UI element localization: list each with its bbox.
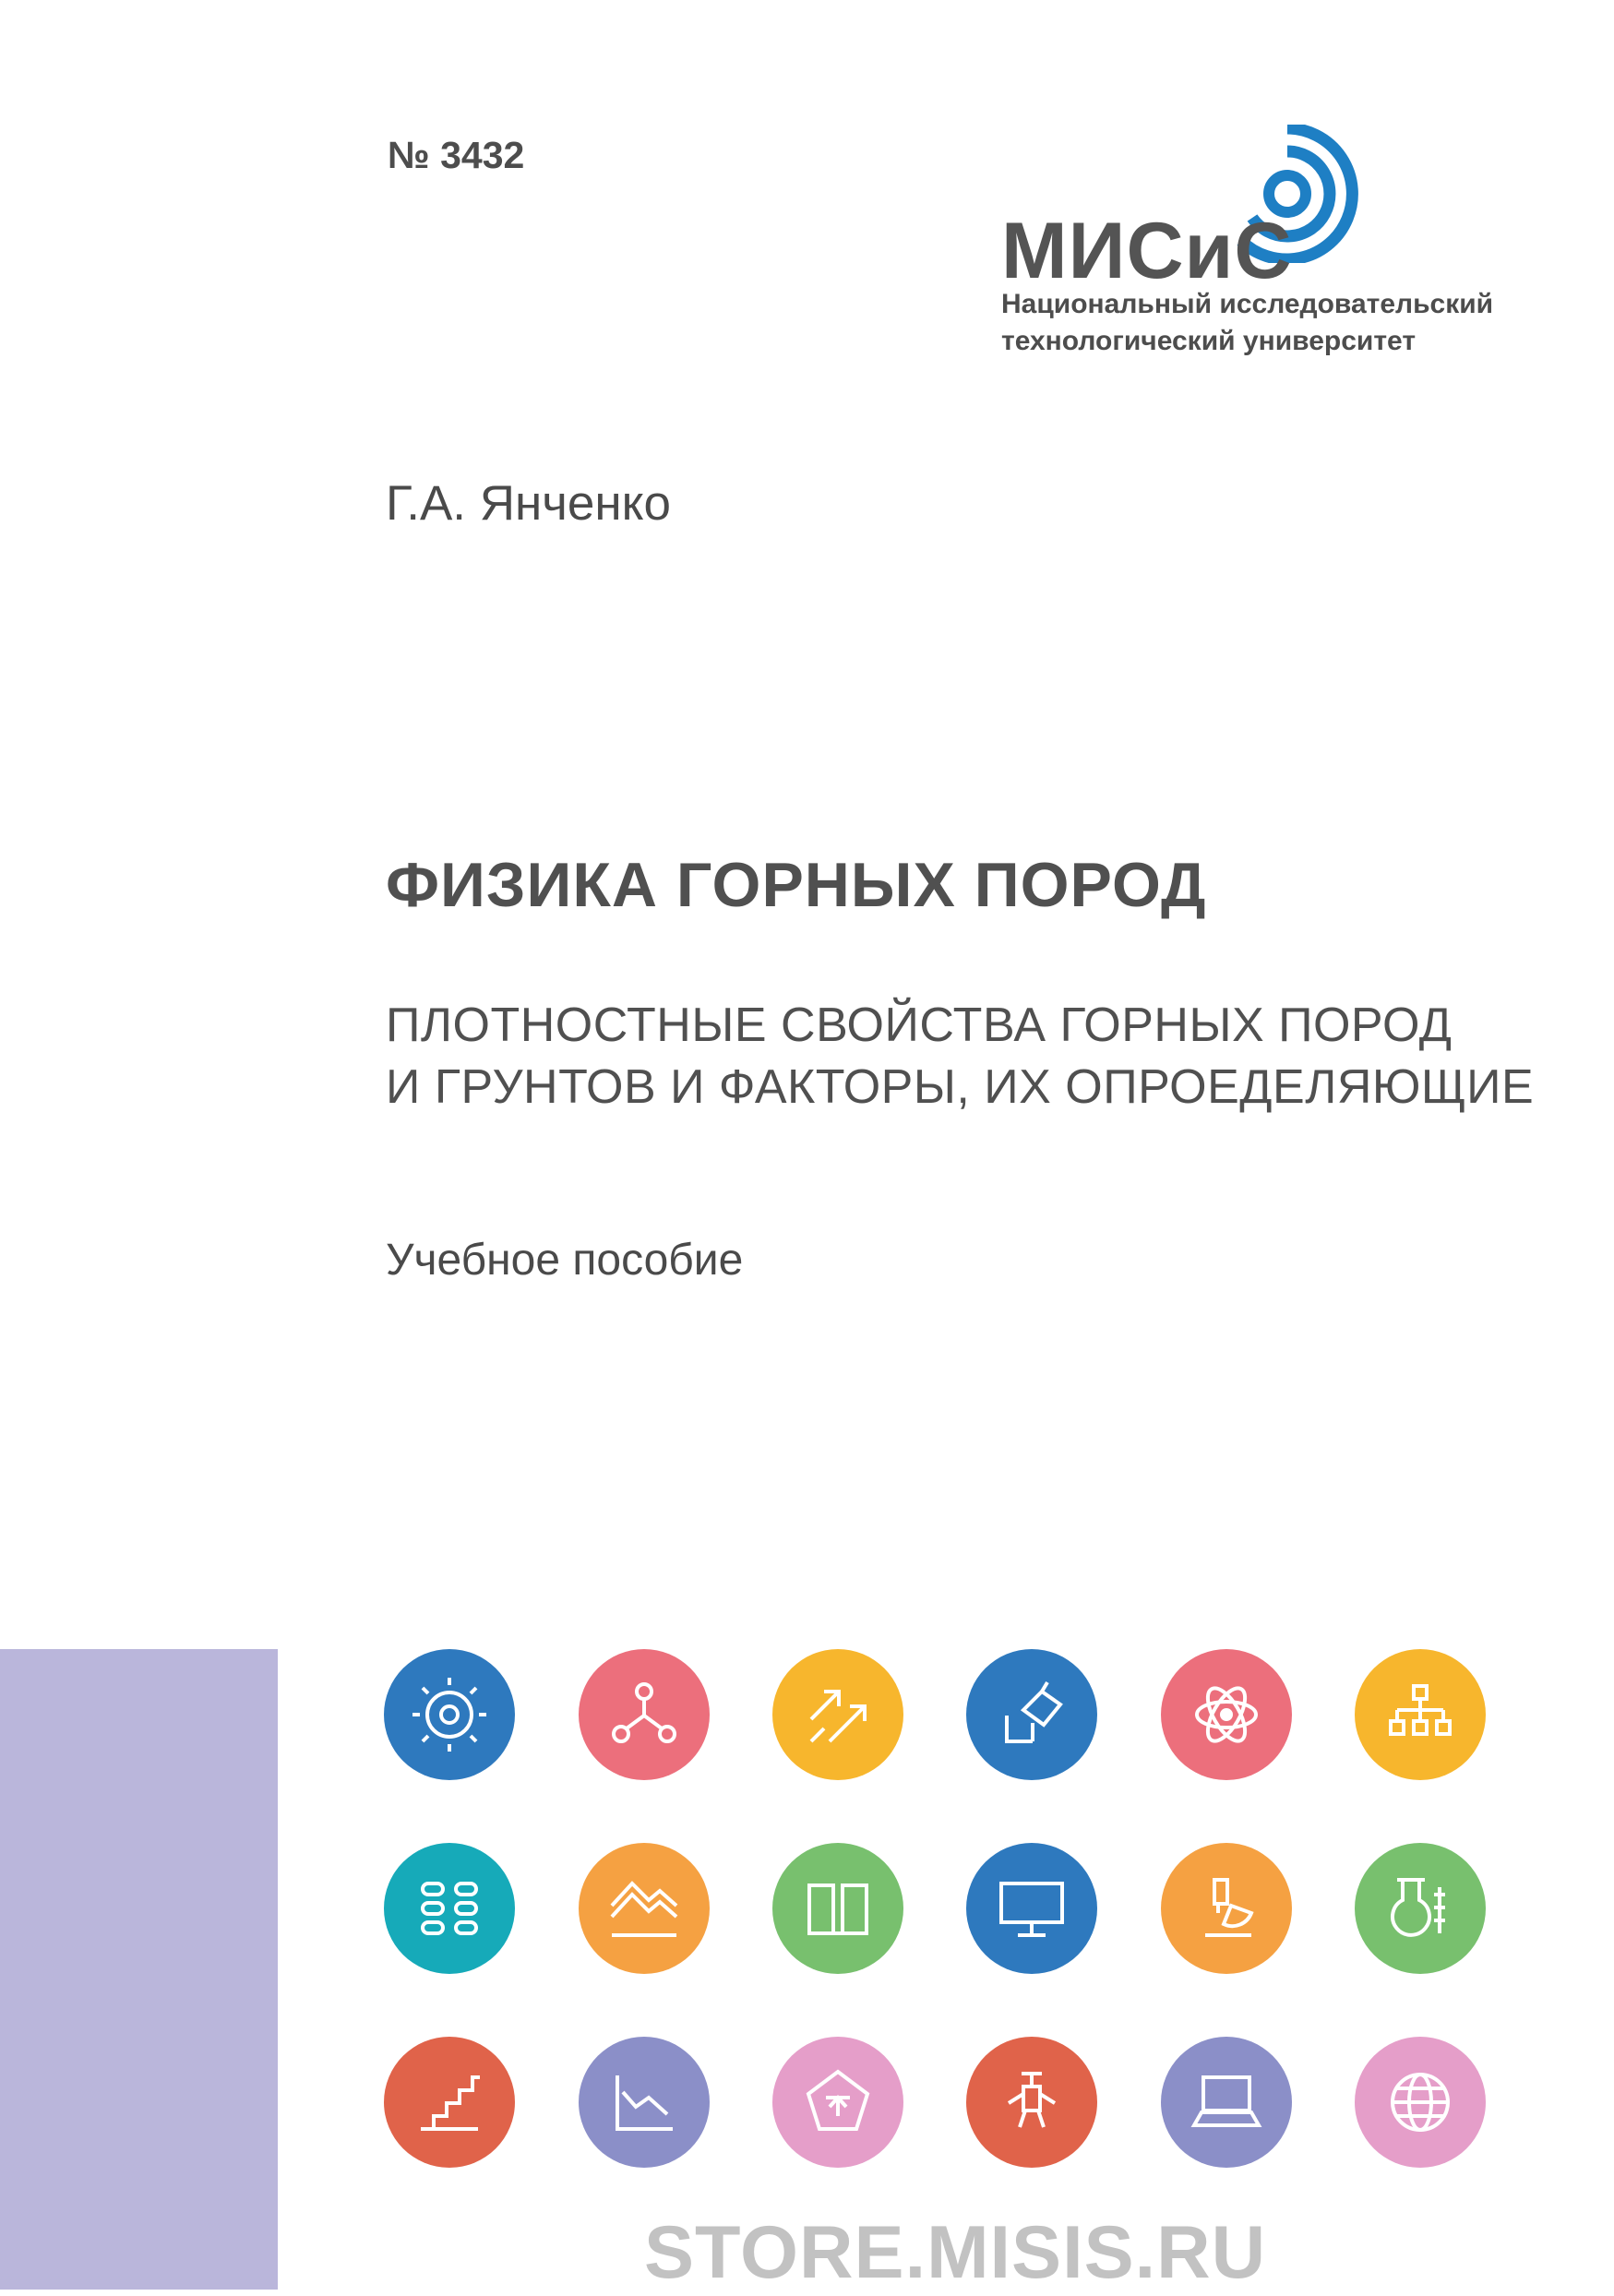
grid-icon [384,1843,515,1974]
book-subtitle [386,995,1534,1118]
book-icon [772,1843,903,1974]
subtitle-line1: ПЛОТНОСТНЫЕ СВОЙСТВА ГОРНЫХ ПОРОД [386,999,1453,1052]
microscope-icon [1161,1843,1292,1974]
monitor-icon [966,1843,1097,1974]
laptop-icon [1161,2037,1292,2168]
logo-subtitle-line2: технологический университет [1001,326,1417,356]
misis-logo [997,125,1513,365]
hierarchy-icon [1355,1649,1486,1780]
author: Г.А. Янченко [386,476,671,531]
subtitle-line2: И ГРУНТОВ И ФАКТОРЫ, ИХ ОПРОЕДЕЛЯЮЩИЕ [386,1060,1535,1114]
pentagon-icon [772,2037,903,2168]
logo-subtitle-line1: Национальный исследовательский [1001,289,1494,319]
logo-wordmark: МИСиС [1001,207,1293,295]
store-url[interactable]: STORE.MISIS.RU [644,2211,1267,2294]
molecule-icon [579,1649,710,1780]
ladle-icon [966,1649,1097,1780]
robot-icon [966,2037,1097,2168]
mountains-icon [579,1843,710,1974]
chart-icon [579,2037,710,2168]
globe-icon [1355,2037,1486,2168]
book-title: ФИЗИКА ГОРНЫХ ПОРОД [386,850,1207,920]
book-type: Учебное пособие [386,1236,744,1285]
arrows-icon [772,1649,903,1780]
gear-icon [384,1649,515,1780]
stairs-icon [384,2037,515,2168]
side-color-bar [0,1649,278,2290]
flask-icon [1355,1843,1486,1974]
series-number: № 3432 [388,134,525,176]
atom-icon [1161,1649,1292,1780]
